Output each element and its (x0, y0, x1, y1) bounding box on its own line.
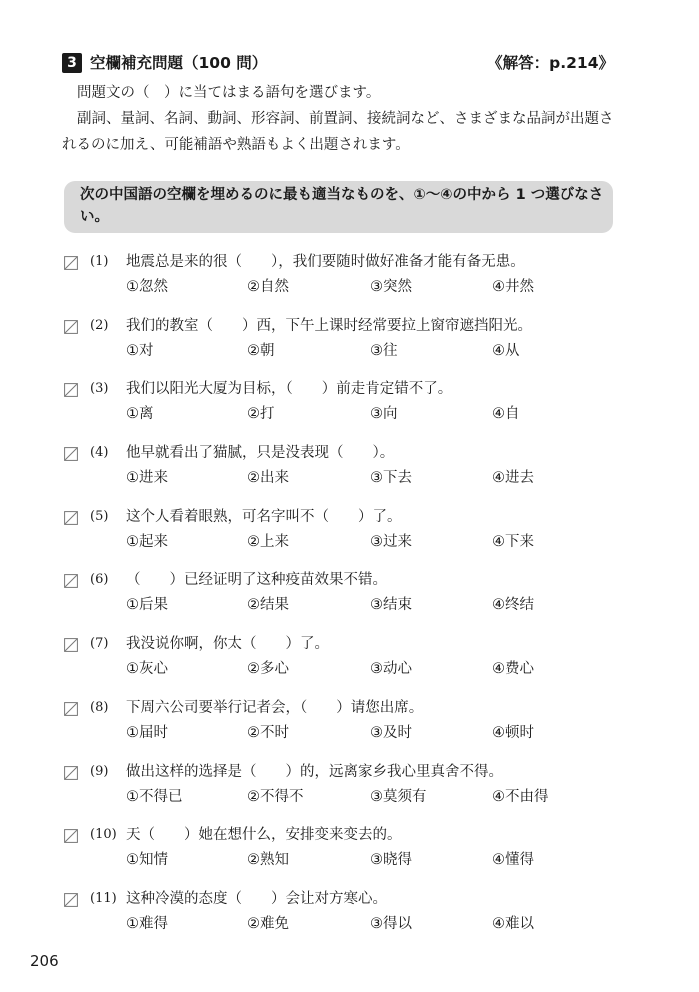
answer-option[interactable]: ④难以 (492, 915, 534, 932)
answer-option[interactable]: ④进去 (492, 470, 534, 487)
question-text: 地震总是来的很（ ），我们要随时做好准备才能有备无患。 (126, 254, 525, 270)
answer-option[interactable]: ④自 (492, 406, 520, 423)
answer-option[interactable]: ②结果 (247, 597, 289, 614)
question-number: (7) (90, 636, 109, 652)
checkbox-icon[interactable] (64, 573, 78, 587)
question-number: (10) (90, 827, 117, 843)
instruction-box (64, 181, 613, 233)
question-item (64, 249, 624, 313)
question-text: 他早就看出了猫腻，只是没表现（ ）。 (126, 445, 395, 462)
answer-option[interactable]: ③结束 (370, 597, 412, 614)
question-number: (1) (90, 254, 109, 269)
section-title: 空欄補充問題（100 問） (90, 54, 268, 72)
checkbox-icon[interactable] (64, 892, 78, 906)
answer-option[interactable]: ①离 (126, 406, 154, 423)
answer-option[interactable]: ③晓得 (370, 852, 412, 869)
answer-option[interactable]: ①灰心 (126, 661, 168, 678)
question-text: 这个人看着眼熟，可名字叫不（ ）了。 (126, 508, 402, 525)
answer-option[interactable]: ④终结 (492, 597, 534, 614)
answer-option[interactable]: ①后果 (126, 597, 168, 614)
answer-option[interactable]: ②不得不 (247, 788, 304, 805)
question-item (64, 313, 624, 377)
intro-paragraph: 問題文の（ ）に当てはまる語句を選びます。 (77, 85, 381, 101)
checkbox-icon[interactable] (64, 765, 78, 779)
answer-option[interactable]: ④井然 (492, 279, 534, 295)
answer-option[interactable]: ③向 (370, 406, 398, 423)
question-text: 做出这样的选择是（ ）的，远离家乡我心里真舍不得。 (126, 763, 503, 780)
question-item (64, 631, 624, 695)
question-item (64, 886, 624, 950)
answer-option[interactable]: ④下来 (492, 533, 534, 550)
answer-option[interactable]: ①起来 (126, 533, 168, 550)
answer-option[interactable]: ③得以 (370, 915, 412, 932)
answer-option[interactable]: ②出来 (247, 470, 289, 487)
answer-option[interactable]: ③动心 (370, 661, 412, 678)
question-text: （ ）已经证明了这种疫苗效果不错。 (126, 572, 387, 589)
question-number: (2) (90, 317, 109, 333)
question-item (64, 695, 624, 759)
answer-option[interactable]: ③及时 (370, 724, 412, 741)
answer-option[interactable]: ①届时 (126, 724, 168, 741)
checkbox-icon[interactable] (64, 446, 78, 460)
question-text: 这种冷漠的态度（ ）会让对方寒心。 (126, 890, 387, 907)
checkbox-icon[interactable] (64, 255, 78, 269)
answer-option[interactable]: ④从 (492, 342, 520, 359)
question-number: (4) (90, 445, 109, 461)
intro-paragraph: 副詞、量詞、名詞、動詞、形容詞、前置詞、接続詞など、さまざまな品詞が出題されるのに加え、可能補語や熟語もよく出題されます。 (62, 111, 614, 153)
answer-option[interactable]: ①知情 (126, 852, 168, 869)
answer-option[interactable]: ①忽然 (126, 279, 168, 295)
answer-option[interactable]: ②熟知 (247, 852, 289, 869)
answer-option[interactable]: ②朝 (247, 342, 275, 359)
answer-reference: 《解答：p.214》 (487, 54, 614, 72)
answer-option[interactable]: ②难免 (247, 915, 289, 932)
answer-option[interactable]: ②自然 (247, 279, 289, 295)
answer-option[interactable]: ③往 (370, 342, 398, 359)
answer-option[interactable]: ③突然 (370, 279, 412, 295)
checkbox-icon[interactable] (64, 828, 78, 842)
question-number: (3) (90, 381, 109, 397)
checkbox-icon[interactable] (64, 510, 78, 524)
answer-option[interactable]: ②打 (247, 406, 275, 423)
answer-option[interactable]: ④不由得 (492, 788, 549, 805)
question-item (64, 504, 624, 568)
answer-option[interactable]: ①进来 (126, 470, 168, 487)
question-text: 天（ ）她在想什么，安排变来变去的。 (126, 827, 402, 844)
question-number: (6) (90, 572, 109, 588)
answer-option[interactable]: ①不得已 (126, 788, 183, 805)
question-number: (11) (90, 890, 117, 906)
question-text: 我们以阳光大厦为目标，（ ）前走肯定错不了。 (126, 381, 453, 398)
checkbox-icon[interactable] (64, 701, 78, 715)
question-item (64, 822, 624, 886)
checkbox-icon[interactable] (64, 319, 78, 333)
question-text: 我们的教室（ ）西，下午上课时经常要拉上窗帘遮挡阳光。 (126, 317, 532, 334)
section-header (62, 52, 614, 76)
checkbox-icon[interactable] (64, 382, 78, 396)
answer-option[interactable]: ③莫须有 (370, 788, 427, 805)
answer-option[interactable]: ①对 (126, 342, 154, 359)
answer-option[interactable]: ③过来 (370, 533, 412, 550)
question-item (64, 376, 624, 440)
answer-option[interactable]: ④懂得 (492, 852, 534, 869)
question-item (64, 759, 624, 823)
instruction-text: 次の中国語の空欄を埋めるのに最も適当なものを、①～④の中から 1 つ選びなさい。 (80, 187, 604, 225)
answer-option[interactable]: ①难得 (126, 915, 168, 932)
section-number-badge: 3 (62, 53, 82, 73)
answer-option[interactable]: ②多心 (247, 661, 289, 678)
intro-text (62, 80, 617, 158)
answer-option[interactable]: ②上来 (247, 533, 289, 550)
question-number: (5) (90, 508, 109, 524)
question-text: 下周六公司要举行记者会，（ ）请您出席。 (126, 699, 424, 716)
answer-option[interactable]: ④顿时 (492, 724, 534, 741)
question-list (64, 249, 624, 950)
question-item (64, 567, 624, 631)
answer-option[interactable]: ④费心 (492, 661, 534, 678)
question-item (64, 440, 624, 504)
question-number: (8) (90, 699, 109, 715)
question-text: 我没说你啊，你太（ ）了。 (126, 636, 329, 653)
checkbox-icon[interactable] (64, 637, 78, 651)
question-number: (9) (90, 763, 109, 779)
answer-option[interactable]: ②不时 (247, 724, 289, 741)
page-number: 206 (30, 952, 59, 970)
answer-option[interactable]: ③下去 (370, 470, 412, 487)
